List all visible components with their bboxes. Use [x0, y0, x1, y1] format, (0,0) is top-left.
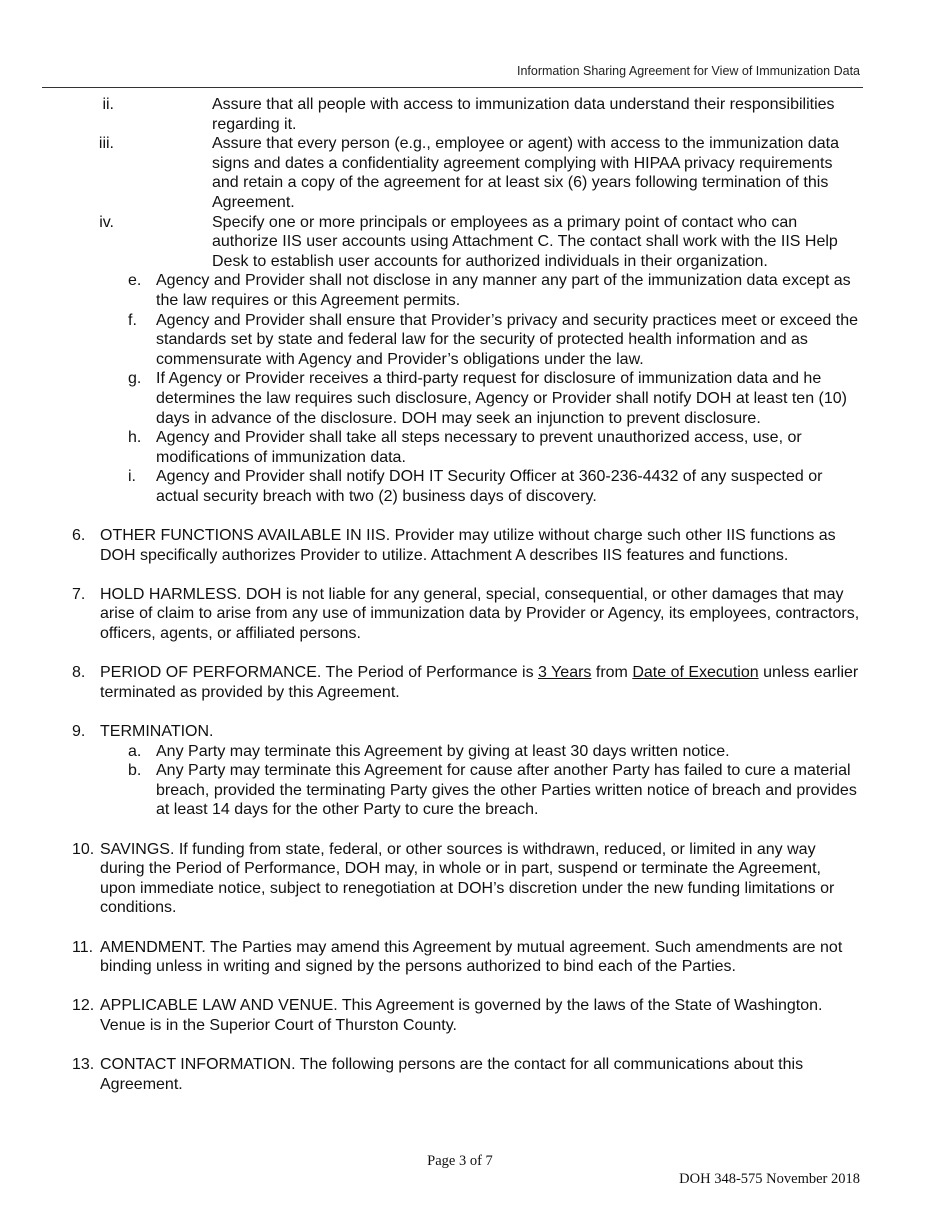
list-item-ii — [0, 95, 852, 134]
section-12 — [0, 996, 860, 1035]
section-text: CONTACT INFORMATION. The following persons are the contact for all communications about this Agreement. — [100, 1056, 804, 1093]
page-number: Page 3 of 7 — [427, 1153, 493, 1169]
list-item-h — [0, 428, 861, 467]
list-text: Agency and Provider shall not disclose in any manner any part of the immunization data except as the law requires or this Agreement permits. — [156, 272, 851, 309]
list-text: Agency and Provider shall notify DOH IT Security Officer at 360-236-4432 of any suspected or actual security breach with two (2) business days of discovery. — [156, 468, 823, 505]
list-text: Assure that every person (e.g., employee or agent) with access to the immunization data signs and dates a confidentiality agreement complying with HIPAA privacy requirements and retain a copy of the agreement for at least six (6) years following termination of this Agreement. — [212, 135, 839, 211]
list-item-i — [0, 467, 861, 506]
list-text: Agency and Provider shall take all steps necessary to prevent unauthorized access, use, or modifications of immunization data. — [156, 429, 802, 466]
list-marker: i. — [128, 468, 136, 486]
section-8 — [0, 663, 860, 702]
document-body — [0, 95, 950, 1094]
list-marker: iv. — [99, 213, 114, 231]
list-item-g — [0, 369, 861, 428]
running-header: Information Sharing Agreement for View of Immunization Data — [517, 64, 860, 78]
section-number: 7. — [72, 585, 86, 603]
section-number: 9. — [72, 723, 86, 740]
list-text: Assure that all people with access to immunization data understand their responsibilities regarding it. — [212, 96, 835, 133]
list-marker: f. — [128, 311, 137, 329]
list-item-f — [0, 311, 861, 370]
list-marker: b. — [128, 762, 142, 780]
section-13 — [0, 1055, 860, 1094]
section-number: 6. — [72, 527, 86, 545]
list-text: Any Party may terminate this Agreement by giving at least 30 days written notice. — [156, 742, 730, 760]
list-text: If Agency or Provider receives a third-party request for disclosure of immunization data and he determines the law requires such disclosure, Agency or Provider shall notify DOH at least ten (10) days in advance of the disclosure. DOH may seek an injunction to prevent disclosure. — [156, 370, 847, 427]
section-number: 13. — [72, 1056, 95, 1074]
section-7 — [0, 585, 860, 644]
list-marker: ii. — [102, 96, 114, 113]
section-number: 8. — [72, 664, 86, 682]
section-text: OTHER FUNCTIONS AVAILABLE IN IIS. Provider may utilize without charge such other IIS functions as DOH specifically authorizes Provider to utilize. Attachment A describes IIS features and functions. — [100, 527, 836, 564]
section-text: AMENDMENT. The Parties may amend this Agreement by mutual agreement. Such amendments are not binding unless in writing and signed by the persons authorized to bind each of the Parties. — [100, 938, 843, 976]
section-9 — [0, 722, 860, 742]
list-item-iv — [0, 213, 852, 272]
list-item-e — [0, 271, 861, 310]
list-text: Specify one or more principals or employees as a primary point of contact who can authorize IIS user accounts using Attachment C. The contact shall work with the IIS Help Desk to establish user accounts for authorized individuals in their organization. — [212, 213, 838, 270]
list-marker: iii. — [98, 135, 114, 153]
section-number: 11. — [72, 938, 94, 956]
section-text: PERIOD OF PERFORMANCE. The Period of Performance is 3 Years from Date of Execution unless earlier terminated as provided by this Agreement. — [100, 664, 859, 701]
period-start: Date of Execution — [632, 664, 759, 682]
header-rule — [42, 87, 863, 88]
list-item-iii — [0, 134, 852, 212]
section-11 — [0, 938, 860, 977]
section-text: HOLD HARMLESS. DOH is not liable for any general, special, consequential, or other damages that may arise of claim to arise from any use of immunization data by Provider or Agency, its employees, contractors, officers, agents, or affiliated persons. — [100, 585, 860, 643]
period-term: 3 Years — [538, 664, 592, 682]
section-text: APPLICABLE LAW AND VENUE. This Agreement is governed by the laws of the State of Washington. Venue is in the Superior Court of Thurston County. — [100, 997, 823, 1034]
list-item-9a — [0, 742, 861, 762]
list-marker: g. — [128, 370, 142, 388]
section-number: 10. — [72, 840, 95, 858]
list-text: Agency and Provider shall ensure that Provider’s privacy and security practices meet or exceed the standards set by state and federal law for the security of protected health information and as commensurate with Agency and Provider’s obligations under the law. — [156, 311, 858, 368]
section-text: SAVINGS. If funding from state, federal, or other sources is withdrawn, reduced, or limited in any way during the Period of Performance, DOH may, in whole or in part, suspend or terminate the Agreement, upon immediate notice, subject to renegotiation at DOH’s discretion under the new funding limitations or conditions. — [100, 840, 835, 917]
list-marker: e. — [128, 272, 142, 290]
list-item-9b — [0, 761, 861, 820]
form-code: DOH 348-575 November 2018 — [679, 1171, 860, 1187]
section-text: TERMINATION. — [100, 723, 214, 740]
list-marker: h. — [128, 429, 142, 447]
list-text: Any Party may terminate this Agreement for cause after another Party has failed to cure a material breach, provided the terminating Party gives the other Parties written notice of breach and provides at least 14 days for the other Party to cure the breach. — [156, 762, 857, 819]
section-10 — [0, 840, 860, 918]
section-number: 12. — [72, 997, 95, 1015]
list-marker: a. — [128, 742, 142, 760]
section-6 — [0, 526, 860, 565]
